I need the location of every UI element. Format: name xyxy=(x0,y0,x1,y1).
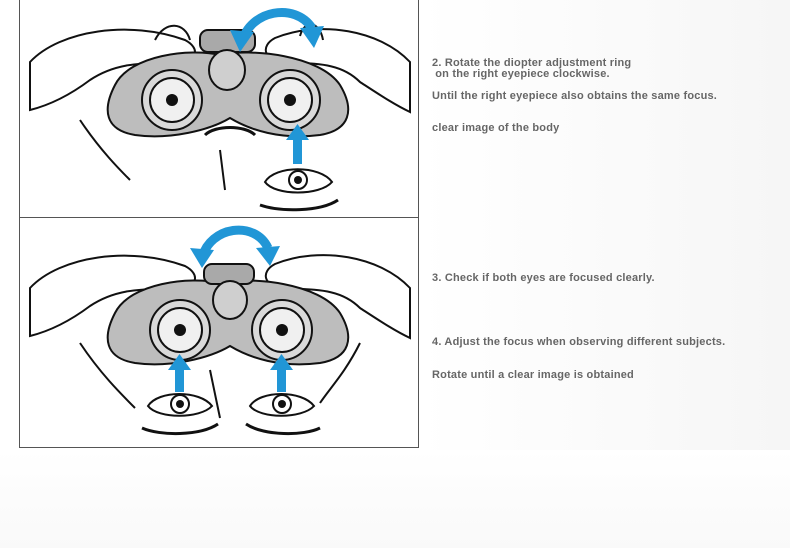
eye-icon xyxy=(260,169,338,209)
rotation-arrow-icon xyxy=(190,230,280,268)
binoculars-illustration xyxy=(20,218,419,448)
background-bottom xyxy=(0,450,790,548)
step2-note: clear image of the body xyxy=(432,122,560,134)
step2-title-line2: on the right eyepiece clockwise. xyxy=(432,68,610,80)
left-eyepiece xyxy=(150,300,210,360)
eye-icon xyxy=(246,394,320,434)
right-eyepiece xyxy=(260,70,320,130)
eye-icon xyxy=(142,394,218,434)
illustration-right-diopter xyxy=(19,0,419,218)
step2-detail: Until the right eyepiece also obtains the same focus. xyxy=(432,90,718,102)
step3-title: 3. Check if both eyes are focused clearly. xyxy=(432,272,655,284)
step4-detail: Rotate until a clear image is obtained xyxy=(432,369,634,381)
focus-wheel xyxy=(213,281,247,319)
focus-wheel xyxy=(209,50,245,90)
step4-title: 4. Adjust the focus when observing different subjects. xyxy=(432,336,726,348)
binoculars-illustration xyxy=(20,0,419,218)
left-eyepiece xyxy=(142,70,202,130)
step2-title-line1: 2. Rotate the diopter adjustment ring xyxy=(432,57,632,69)
right-eyepiece xyxy=(252,300,312,360)
illustration-both-eyes xyxy=(19,217,419,448)
